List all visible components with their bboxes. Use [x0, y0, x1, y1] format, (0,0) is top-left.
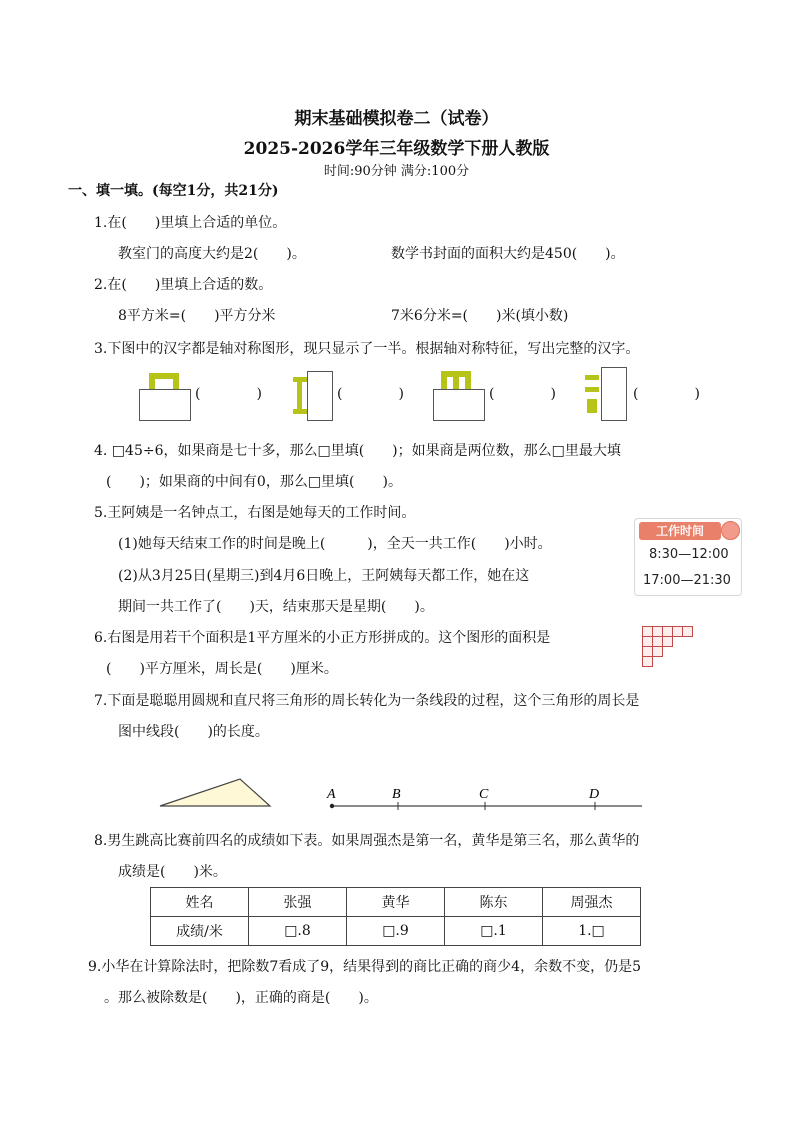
work-time-evening: 17:00—21:30	[643, 573, 731, 588]
work-time-morning: 8:30—12:00	[649, 547, 729, 562]
q3-answer-2[interactable]: ( )	[337, 386, 404, 402]
q2-a: 8平方米=( )平方分米	[118, 308, 276, 324]
glyph-stroke	[173, 373, 179, 389]
q2-stem: 2.在( )里填上合适的数。	[94, 277, 273, 293]
glyph-stroke	[585, 375, 599, 380]
q1-b: 数学书封面的面积大约是450( )。	[391, 246, 625, 262]
table-cell: □.8	[249, 917, 347, 946]
section-heading: 一、填一填。(每空1分，共21分)	[68, 183, 279, 199]
table-cell: 1.□	[543, 917, 641, 946]
half-glyph-card-2	[307, 371, 333, 421]
table-cell: 姓名	[151, 888, 249, 917]
glyph-stroke	[453, 371, 459, 389]
q4-line1: 4. □45÷6，如果商是七十多，那么□里填( )；如果商是两位数，那么□里最大填	[94, 443, 621, 459]
table-cell: □.9	[347, 917, 445, 946]
squares-figure	[642, 626, 694, 666]
alarm-clock-icon	[721, 521, 740, 540]
q4-line2: ( )；如果商的中间有0，那么□里填( )。	[106, 474, 402, 490]
q5-a: (1)她每天结束工作的时间是晚上( )，全天一共工作( )小时。	[118, 536, 552, 552]
unit-square	[662, 636, 673, 647]
point-a	[330, 804, 334, 808]
unit-square	[682, 626, 693, 637]
exam-meta: 时间:90分钟 满分:100分	[323, 164, 470, 179]
table-header-row	[151, 888, 641, 917]
unit-square	[652, 646, 663, 657]
label-b: B	[392, 787, 401, 802]
glyph-stroke	[585, 387, 599, 392]
q7-line1: 7.下面是聪聪用圆规和直尺将三角形的周长转化为一条线段的过程，这个三角形的周长是	[94, 693, 640, 709]
q3-stem: 3.下图中的汉字都是轴对称图形，现只显示了一半。根据轴对称特征，写出完整的汉字。	[94, 341, 640, 357]
q1-a: 教室门的高度大约是2( )。	[118, 246, 306, 262]
table-cell: 张强	[249, 888, 347, 917]
q9-line1: 9.小华在计算除法时，把除数7看成了9，结果得到的商比正确的商少4，余数不变，仍是5	[88, 959, 641, 975]
q8-line1: 8.男生跳高比赛前四名的成绩如下表。如果周强杰是第一名，黄华是第三名，那么黄华的	[94, 833, 640, 849]
table-row	[151, 917, 641, 946]
label-d: D	[589, 787, 600, 802]
half-glyph-card-4	[601, 367, 627, 421]
half-glyph-card-3	[433, 389, 485, 421]
exam-subtitle: 2025-2026学年三年级数学下册人教版	[243, 139, 550, 159]
table-cell: 陈东	[445, 888, 543, 917]
results-table	[150, 887, 641, 946]
exam-title: 期末基础模拟卷二（试卷）	[294, 109, 499, 129]
q6-line2: ( )平方厘米，周长是( )厘米。	[106, 661, 338, 677]
q2-b: 7米6分米=( )米(填小数)	[391, 308, 569, 324]
q1-stem: 1.在( )里填上合适的单位。	[94, 215, 287, 231]
q8-line2: 成绩是( )米。	[118, 864, 227, 880]
table-cell: 周强杰	[543, 888, 641, 917]
q5-b: (2)从3月25日(星期三)到4月6日晚上，王阿姨每天都工作，她在这	[118, 568, 530, 584]
work-time-title: 工作时间	[639, 522, 721, 540]
q3-answer-1[interactable]: ( )	[195, 386, 262, 402]
glyph-stroke	[149, 373, 155, 389]
q3-answer-3[interactable]: ( )	[489, 386, 556, 402]
q3-answer-4[interactable]: ( )	[633, 386, 700, 402]
work-time-card	[634, 518, 742, 596]
q5-stem: 5.王阿姨是一名钟点工，右图是她每天的工作时间。	[94, 505, 416, 521]
glyph-stroke	[297, 377, 302, 413]
q5-c: 期间一共工作了( )天，结束那天是星期( )。	[118, 599, 434, 615]
unit-square	[642, 656, 653, 667]
triangle	[160, 779, 270, 806]
glyph-stroke	[587, 399, 597, 413]
table-cell: □.1	[445, 917, 543, 946]
table-cell: 成绩/米	[151, 917, 249, 946]
half-glyph-card-1	[139, 389, 191, 421]
q9-line2: 。那么被除数是( )，正确的商是( )。	[104, 990, 378, 1006]
triangle-and-segment-figure	[150, 750, 650, 815]
table-cell: 黄华	[347, 888, 445, 917]
glyph-stroke	[465, 371, 471, 389]
label-a: A	[327, 787, 336, 802]
q6-line1: 6.右图是用若干个面积是1平方厘米的小正方形拼成的。这个图形的面积是	[94, 630, 551, 646]
q3-figure-strip	[137, 365, 700, 423]
glyph-stroke	[441, 371, 447, 389]
q7-line2: 图中线段( )的长度。	[118, 724, 269, 740]
label-c: C	[479, 787, 489, 802]
